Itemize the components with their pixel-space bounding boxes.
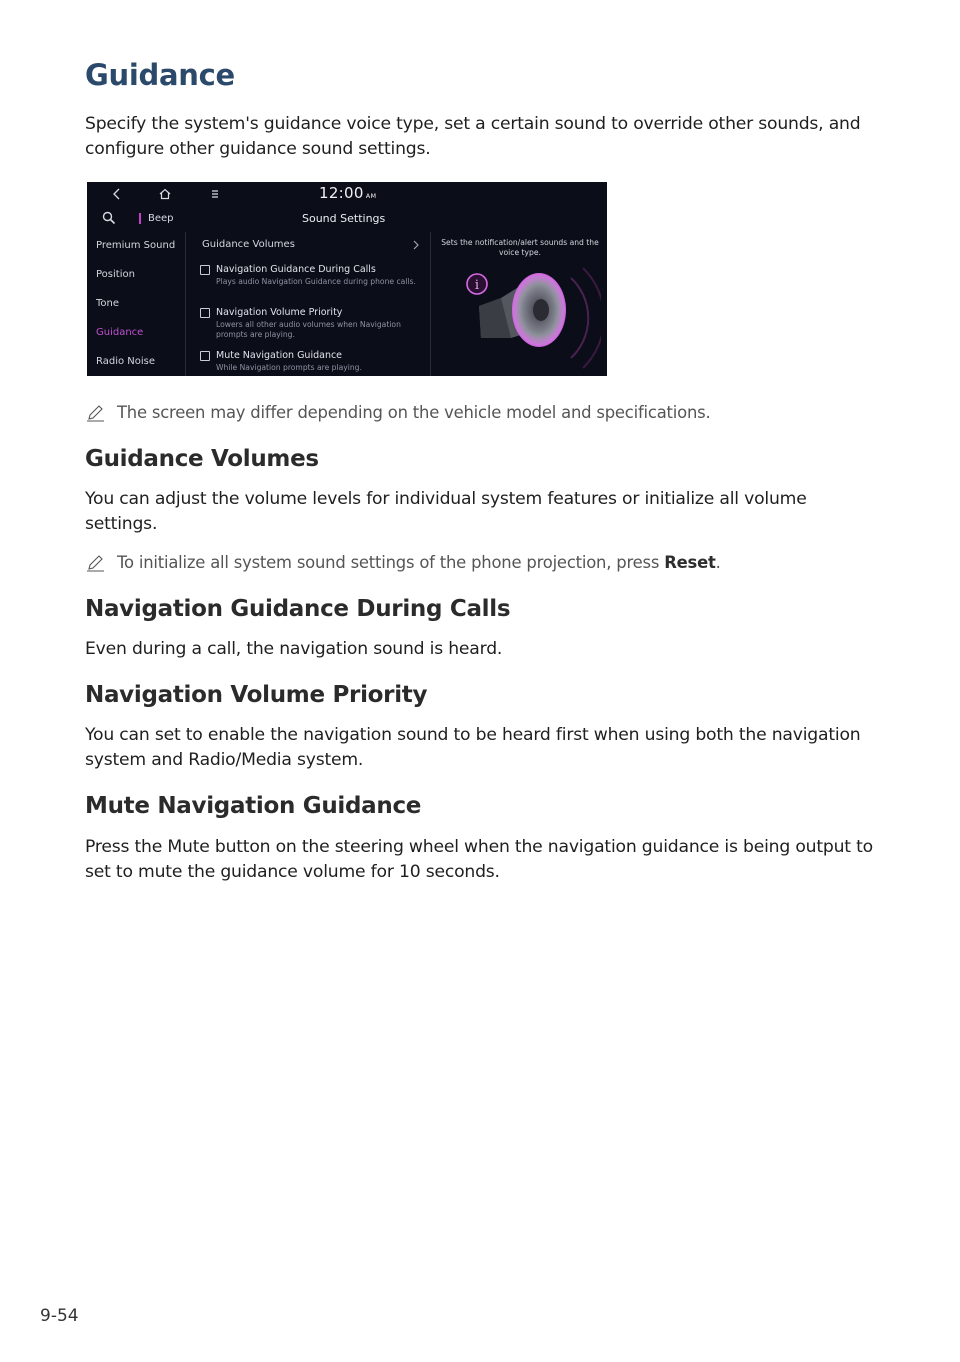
note-text: The screen may differ depending on the vehicle model and specifications. <box>117 403 711 422</box>
page-title: Guidance <box>85 58 235 92</box>
section-body-nav-volume-priority: You can set to enable the navigation sound to be heard first when using both the navigation system and Radio/Media system. <box>85 725 861 770</box>
option-label: Mute Navigation Guidance <box>216 350 343 361</box>
note-text <box>117 552 721 574</box>
checkbox[interactable] <box>200 308 210 318</box>
sidebar-item-premium-sound[interactable]: Premium Sound <box>96 240 176 251</box>
option-label: Navigation Volume Priority <box>216 307 343 318</box>
note-screen-differs <box>85 402 885 424</box>
section-body-guidance-volumes: You can adjust the volume levels for individual system features or initialize all volume settings. <box>85 489 807 534</box>
settings-list <box>186 232 431 376</box>
menu-icon[interactable] <box>207 186 223 202</box>
chevron-right-icon <box>412 239 420 251</box>
sidebar-item-guidance[interactable]: Guidance <box>96 327 144 338</box>
note-text-end: . <box>715 553 721 572</box>
page-number: 9-54 <box>40 1306 79 1326</box>
guidance-volumes-item[interactable]: Guidance Volumes <box>202 239 295 250</box>
sub-bar <box>87 206 607 232</box>
clock-ampm: AM <box>365 192 377 200</box>
search-icon[interactable] <box>101 210 117 226</box>
option-description: Lowers all other audio volumes when Navigation prompts are playing. <box>216 320 401 339</box>
section-title-guidance-volumes: Guidance Volumes <box>85 446 319 472</box>
top-bar <box>87 182 607 206</box>
option-description: Plays audio Navigation Guidance during phone calls. <box>216 277 416 286</box>
option-description: While Navigation prompts are playing. <box>216 363 362 372</box>
checkbox[interactable] <box>200 351 210 361</box>
note-text-main: To initialize all system sound settings of the phone projection, press <box>117 553 665 572</box>
clock <box>319 184 376 202</box>
option-label: Navigation Guidance During Calls <box>216 264 376 275</box>
home-icon[interactable] <box>157 186 173 202</box>
pencil-note-icon <box>85 553 107 573</box>
section-title-mute-nav-guidance: Mute Navigation Guidance <box>85 793 422 819</box>
section-title-nav-volume-priority: Navigation Volume Priority <box>85 682 428 708</box>
svg-text:i: i <box>474 278 480 293</box>
sound-settings-screenshot <box>87 182 607 376</box>
sidebar-item-tone[interactable]: Tone <box>96 298 120 309</box>
back-icon[interactable] <box>109 186 125 202</box>
pencil-note-icon <box>85 403 107 423</box>
section-title-nav-guidance-calls: Navigation Guidance During Calls <box>85 596 511 622</box>
reset-label: Reset <box>664 553 716 572</box>
info-pane <box>431 232 607 376</box>
section-body-nav-guidance-calls: Even during a call, the navigation sound is heard. <box>85 639 503 659</box>
info-text: Sets the notification/alert sounds and the voice type. <box>441 238 599 257</box>
sidebar-item-position[interactable]: Position <box>96 269 135 280</box>
clock-time: 12:00 <box>319 184 364 202</box>
note-reset <box>85 552 885 574</box>
section-body-mute-nav-guidance: Press the Mute button on the steering wheel when the navigation guidance is being output to set to mute the guidance volume for 10 seconds. <box>85 837 873 882</box>
sidebar-item-radio-noise[interactable]: Radio Noise <box>96 356 156 367</box>
intro-paragraph: Specify the system's guidance voice type, set a certain sound to override other sounds, and configure other guidance sound settings. <box>85 114 861 159</box>
screen-title: Sound Settings <box>302 212 386 225</box>
sidebar <box>87 232 186 376</box>
beep-label[interactable]: Beep <box>139 213 174 224</box>
checkbox[interactable] <box>200 265 210 275</box>
speaker-illustration-icon <box>461 258 601 376</box>
